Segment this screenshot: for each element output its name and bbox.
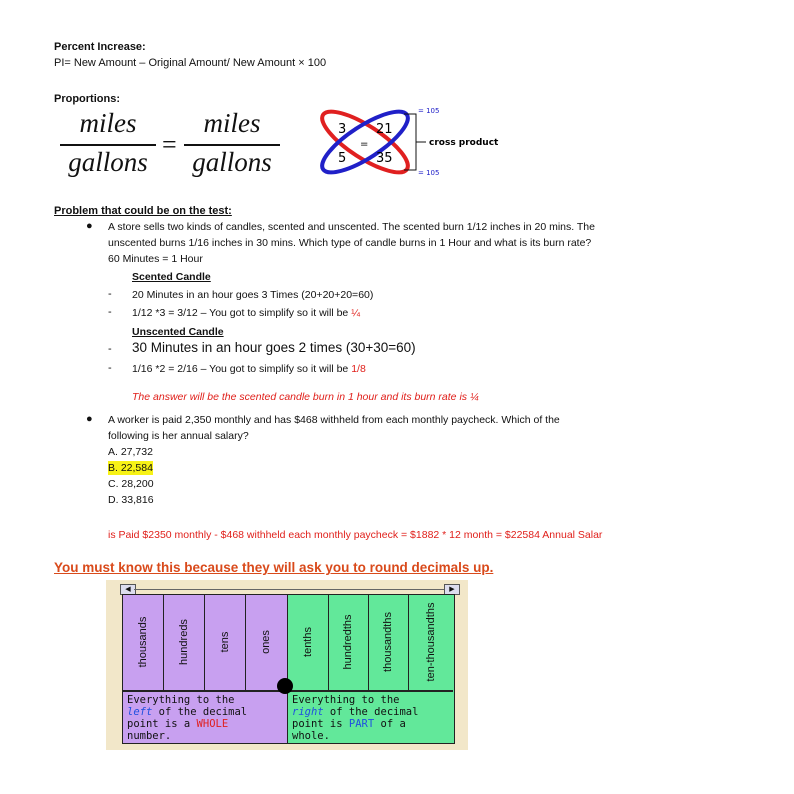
q2-line-1: A worker is paid 2,350 monthly and has $468 withheld from each monthly paycheck. Which of the [108,414,560,426]
option-b-highlighted: B. 22,584 [108,462,153,474]
divider [122,690,286,692]
cross-bl: 5 [338,151,347,166]
unscented-result: 1/8 [351,363,366,375]
scroll-left-arrow-icon: ◀ [120,584,136,595]
column-tenths: tenths [287,594,329,690]
left-word: left [127,706,153,718]
column-hundredths: hundredths [328,594,369,690]
proportion-equals: = [162,130,177,159]
scented-step-1: 20 Minutes in an hour goes 3 Times (20+20+20=60) [132,289,374,301]
divider [287,690,453,692]
scroll-track [134,589,444,590]
option-c: C. 28,200 [108,478,154,490]
solution-text: is Paid $2350 monthly - $468 withheld each monthly paycheck = $1882 * 12 month = $22584 Annual Salar [108,529,603,541]
column-ten-thousandths: ten-thousandths [424,602,437,682]
scented-result: ¼ [351,307,360,319]
numerator-right: miles [203,108,261,138]
fraction-bar-left [60,144,156,146]
column-thousandths: thousandths [368,594,409,690]
option-a: A. 27,732 [108,446,153,458]
bullet-1: ● [86,220,93,232]
dash: - [108,362,112,374]
q1-line-2: unscented burns 1/16 inches in 30 mins. Which type of candle burns in 1 Hour and what is its burn rate? [108,237,592,249]
whole-word: WHOLE [196,718,229,730]
dash: - [108,306,112,318]
cross-tr: 21 [376,122,393,137]
numerator-left: miles [79,108,137,138]
column-hundreds: hundreds [163,594,205,690]
unscented-title: Unscented Candle [132,326,224,338]
fraction-bar-right [184,144,280,146]
option-d: D. 33,816 [108,494,154,506]
unscented-step-2: 1/16 *2 = 2/16 – You got to simplify so it will be 1/8 [132,363,366,375]
cross-product-diagram [312,100,532,180]
q1-line-3: 60 Minutes = 1 Hour [108,253,203,265]
q1-line-1: A store sells two kinds of candles, scented and unscented. The scented burn 1/12 inches in 20 mins. The [108,221,595,233]
decimal-point-dot [277,678,293,694]
cross-mid: = [360,139,369,150]
cross-br: 35 [376,151,393,166]
unscented-step-1: 30 Minutes in an hour goes 2 times (30+30=60) [132,340,416,355]
denominator-left: gallons [68,147,148,177]
dash: - [108,288,112,300]
problem-heading: Problem that could be on the test: [54,205,232,217]
scroll-right-arrow-icon: ▶ [444,584,460,595]
decimal-part-explanation: Everything to the right of the decimal point is PART of a whole. [292,694,419,742]
column-thousands: thousands [122,594,164,690]
percent-title: Percent Increase: [54,41,146,53]
dash: - [108,343,112,355]
rounding-heading: You must know this because they will ask you to round decimals up. [54,560,494,575]
column-ones: ones [259,630,272,654]
bullet-2: ● [86,413,93,425]
scented-title: Scented Candle [132,271,211,283]
scented-step-2: 1/12 *3 = 3/12 – You got to simplify so it will be ¼ [132,307,360,319]
answer-text: The answer will be the scented candle burn in 1 hour and its burn rate is ¼ [132,391,479,403]
part-word: PART [348,718,375,730]
whole-number-explanation: Everything to the left of the decimal point is a WHOLE number. [127,694,248,742]
cross-tl: 3 [338,122,347,137]
cross-bottom-value: = 105 [418,169,440,177]
q2-line-2: following is her annual salary? [108,430,249,442]
right-word: right [292,706,324,718]
percent-formula: PI= New Amount – Original Amount/ New Amount × 100 [54,57,327,69]
cross-top-value: = 105 [418,107,440,115]
proportions-title: Proportions: [54,93,120,105]
denominator-right: gallons [192,147,272,177]
cross-product-label: cross product [429,138,499,148]
column-tens: tens [204,594,246,690]
